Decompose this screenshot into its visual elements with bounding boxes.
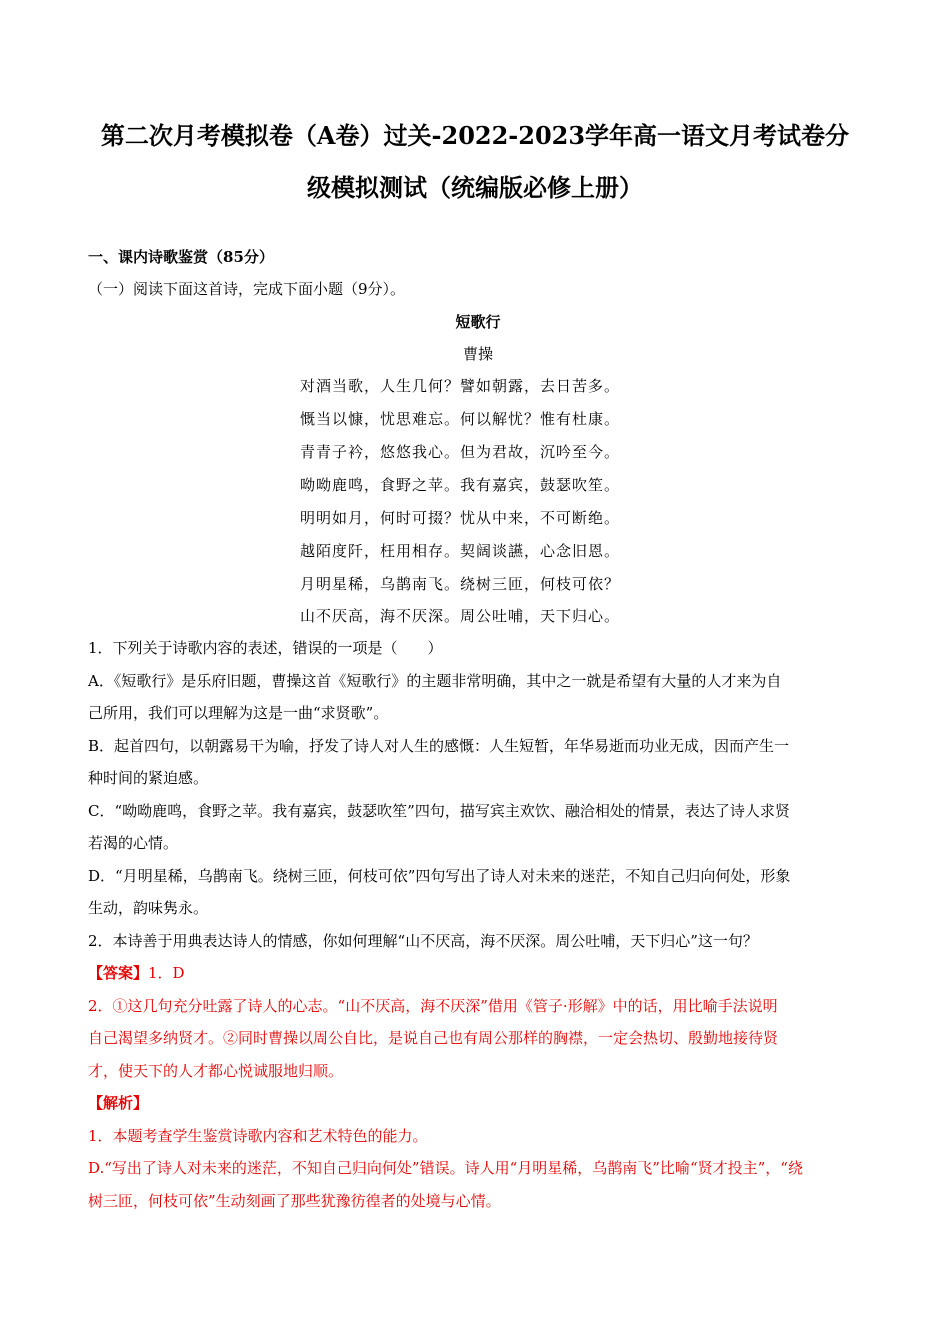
analysis-line-2: D.“写出了诗人对未来的迷茫，不知自己归向何处”错误。诗人用“月明星稀，乌鹊南飞”比喻“贤才投主”，“绕 xyxy=(88,1159,803,1177)
poem-line: 青青子衿，悠悠我心。但为君故，沉吟至今。 xyxy=(300,443,621,461)
poem-line: 呦呦鹿鸣，食野之苹。我有嘉宾，鼓瑟吹笙。 xyxy=(300,476,621,494)
poem-line: 月明星稀，乌鹊南飞。绕树三匝，何枝可依？ xyxy=(300,575,621,593)
poem-line: 明明如月，何时可掇？忧从中来，不可断绝。 xyxy=(300,509,621,527)
poem-line: 慨当以慷，忧思难忘。何以解忧？惟有杜康。 xyxy=(300,410,621,428)
question-2-stem: 2．本诗善于用典表达诗人的情感，你如何理解“山不厌高，海不厌深。周公吐哺，天下归心”这一句？ xyxy=(88,932,758,950)
option-d-line-1: D．“月明星稀，乌鹊南飞。绕树三匝，何枝可依”四句写出了诗人对未来的迷茫，不知自己归向何处，形象 xyxy=(88,867,791,885)
answer-2-line-3: 才，使天下的人才都心悦诚服地归顺。 xyxy=(88,1062,344,1080)
answer-2-line-1: 2．①这几句充分吐露了诗人的心志。“山不厌高，海不厌深”借用《管子·形解》中的话，用比喻手法说明 xyxy=(88,997,778,1015)
analysis-label: 【解析】 xyxy=(88,1094,149,1112)
option-b-line-2: 种时间的紧迫感。 xyxy=(88,769,209,787)
option-c-line-2: 若渴的心情。 xyxy=(88,834,179,852)
section-intro: （一）阅读下面这首诗，完成下面小题（9分）。 xyxy=(88,280,406,298)
poem-author: 曹操 xyxy=(462,345,493,363)
section-heading: 一、课内诗歌鉴赏（85分） xyxy=(88,248,274,266)
answer-label: 【答案】 xyxy=(88,964,149,982)
poem-line: 山不厌高，海不厌深。周公吐哺，天下归心。 xyxy=(300,607,621,625)
poem-title: 短歌行 xyxy=(455,313,501,331)
poem-line: 对酒当歌，人生几何？譬如朝露，去日苦多。 xyxy=(300,377,621,395)
answer-2-line-2: 自己渴望多纳贤才。②同时曹操以周公自比，是说自己也有周公那样的胸襟，一定会热切、殷勤地接待贤 xyxy=(88,1029,779,1047)
answer-1: 1．D xyxy=(148,964,185,982)
option-b-line-1: B．起首四句，以朝露易干为喻，抒发了诗人对人生的感慨：人生短暂，年华易逝而功业无成，因而产生一 xyxy=(88,737,790,755)
doc-title-line-2: 级模拟测试（统编版必修上册） xyxy=(307,173,643,202)
analysis-line-1: 1．本题考查学生鉴赏诗歌内容和艺术特色的能力。 xyxy=(88,1127,428,1145)
poem-line: 越陌度阡，枉用相存。契阔谈讌，心念旧恩。 xyxy=(300,542,621,560)
analysis-line-3: 树三匝，何枝可依”生动刻画了那些犹豫彷徨者的处境与心情。 xyxy=(88,1192,501,1210)
option-c-line-1: C．“呦呦鹿鸣，食野之苹。我有嘉宾，鼓瑟吹笙”四句，描写宾主欢饮、融洽相处的情景，表达了诗人求贤 xyxy=(88,802,790,820)
option-d-line-2: 生动，韵味隽永。 xyxy=(88,899,209,917)
option-a-line-2: 己所用，我们可以理解为这是一曲“求贤歌”。 xyxy=(88,704,389,722)
option-a-line-1: A．《短歌行》是乐府旧题，曹操这首《短歌行》的主题非常明确，其中之一就是希望有大量的人才来为自 xyxy=(88,672,782,690)
answer-line-1 xyxy=(88,962,868,983)
doc-title-line-1: 第二次月考模拟卷（A卷）过关-2022-2023学年高一语文月考试卷分 xyxy=(100,121,850,150)
question-1-stem: 1．下列关于诗歌内容的表述，错误的一项是（ ） xyxy=(88,639,443,657)
